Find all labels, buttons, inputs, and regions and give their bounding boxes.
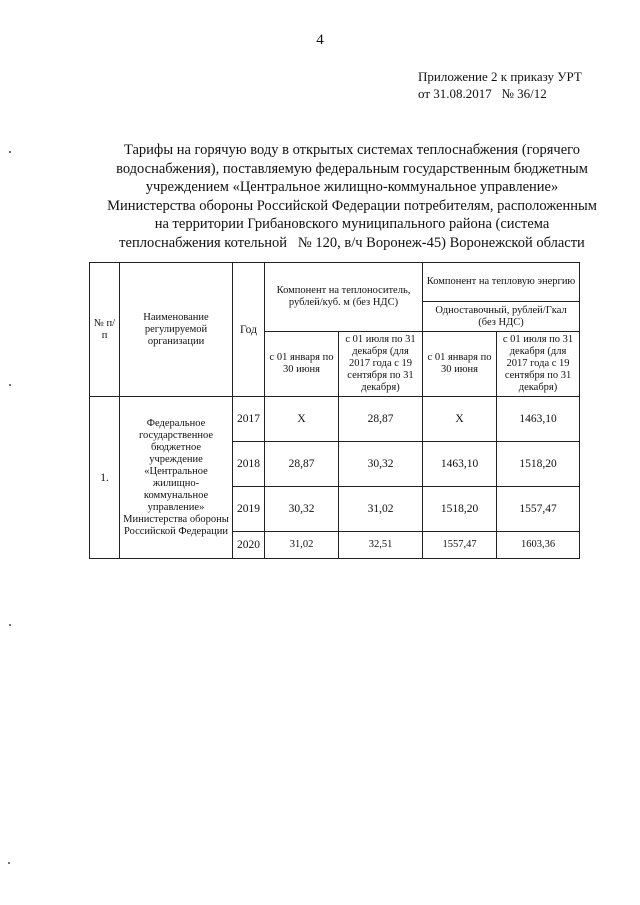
page-number: 4	[316, 32, 324, 48]
tariff-table	[89, 262, 580, 559]
energy-period-1-cell: 1518,20	[423, 487, 497, 532]
title-line: теплоснабжения котельной № 120, в/ч Воронеж-45) Воронежской области	[119, 234, 585, 251]
carrier-period-2-cell: 32,51	[339, 532, 423, 559]
header-year: Год	[233, 263, 265, 397]
carrier-period-2-cell: 30,32	[339, 442, 423, 487]
header-energy-single-rate: Одноставочный, рублей/Гкал (без НДС)	[423, 302, 580, 332]
energy-period-2-cell: 1518,20	[497, 442, 580, 487]
scan-speck	[9, 384, 11, 386]
energy-period-2-cell: 1463,10	[497, 397, 580, 442]
appendix-reference	[418, 68, 582, 102]
scan-speck	[9, 624, 11, 626]
title-line: на территории Грибановского муниципального района (система	[154, 216, 550, 232]
header-energy-component: Компонент на тепловую энергию	[423, 263, 580, 302]
scan-speck	[8, 862, 10, 864]
header-carrier-period-2: с 01 июля по 31 декабря (для 2017 года с 19 сентября по 31 декабря)	[339, 332, 423, 397]
header-energy-period-2: с 01 июля по 31 декабря (для 2017 года с 19 сентября по 31 декабря)	[497, 332, 580, 397]
year-cell: 2020	[233, 532, 265, 559]
year-cell: 2017	[233, 397, 265, 442]
carrier-period-1-cell: X	[265, 397, 339, 442]
energy-period-2-cell: 1603,36	[497, 532, 580, 559]
header-organization: Наименование регулируемой организации	[120, 263, 233, 397]
title-line: водоснабжения), поставляемую федеральным государственным бюджетным	[116, 160, 588, 177]
energy-period-1-cell: 1463,10	[423, 442, 497, 487]
energy-period-1-cell: X	[423, 397, 497, 442]
appendix-line-1: Приложение 2 к приказу УРТ	[418, 69, 582, 84]
year-cell: 2019	[233, 487, 265, 532]
header-carrier-component: Компонент на теплоноситель, рублей/куб. м (без НДС)	[265, 263, 423, 332]
carrier-period-1-cell: 31,02	[265, 532, 339, 559]
title-line: Тарифы на горячую воду в открытых системах теплоснабжения (горячего	[123, 142, 580, 158]
scan-speck	[9, 151, 11, 153]
header-energy-period-1: с 01 января по 30 июня	[423, 332, 497, 397]
title-line: Министерства обороны Российской Федерации потребителям, расположенным	[107, 197, 597, 214]
row-number: 1.	[90, 397, 120, 559]
energy-period-2-cell: 1557,47	[497, 487, 580, 532]
carrier-period-1-cell: 28,87	[265, 442, 339, 487]
carrier-period-2-cell: 28,87	[339, 397, 423, 442]
energy-period-1-cell: 1557,47	[423, 532, 497, 559]
organization-name: Федеральное государственное бюджетное учреждение «Центральное жилищно-коммунальное управление» Министерства обороны Российской Федерации	[120, 397, 233, 559]
document-title	[96, 141, 608, 252]
table-row	[90, 397, 580, 442]
appendix-line-2: от 31.08.2017 № 36/12	[418, 86, 547, 101]
carrier-period-2-cell: 31,02	[339, 487, 423, 532]
carrier-period-1-cell: 30,32	[265, 487, 339, 532]
year-cell: 2018	[233, 442, 265, 487]
title-line: учреждением «Центральное жилищно-коммунальное управление»	[145, 179, 559, 195]
header-num: № п/п	[90, 263, 120, 397]
header-carrier-period-1: с 01 января по 30 июня	[265, 332, 339, 397]
